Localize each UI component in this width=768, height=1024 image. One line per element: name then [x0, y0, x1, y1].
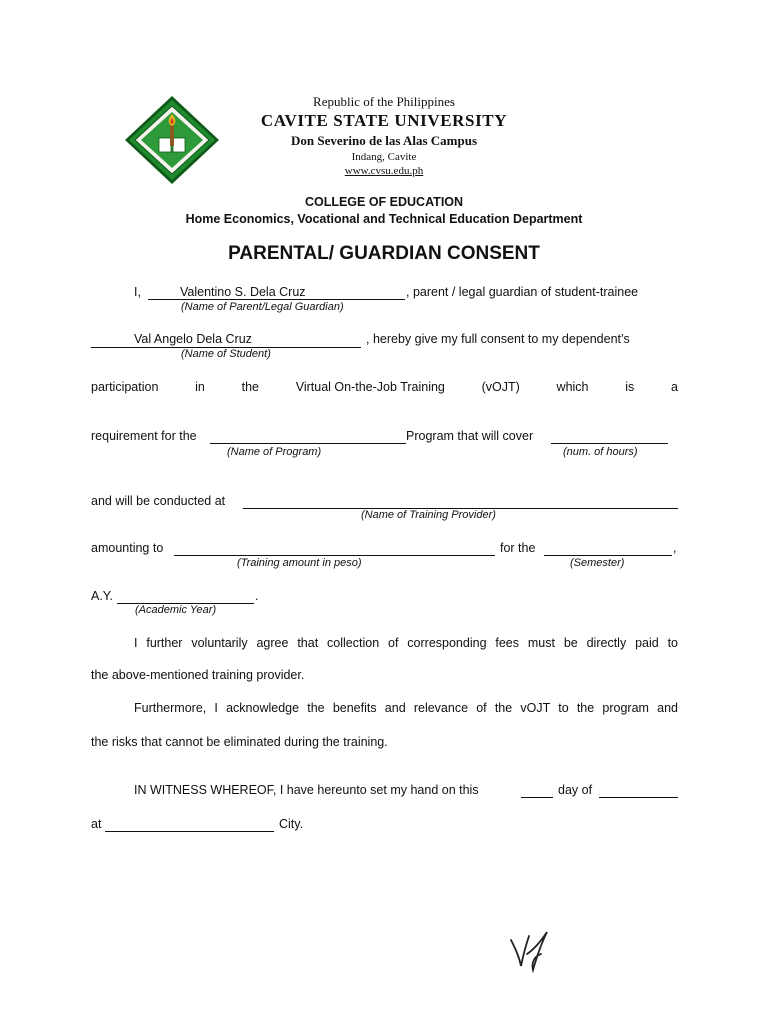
university-name: CAVITE STATE UNIVERSITY: [260, 111, 508, 130]
paragraph-2-line-1: [134, 701, 678, 715]
hours-field[interactable]: [551, 443, 668, 444]
word: the: [241, 380, 259, 394]
semester-field[interactable]: [544, 555, 672, 556]
line1-prefix: I,: [134, 285, 141, 299]
participation-line: [91, 380, 678, 394]
word: is: [625, 380, 635, 394]
word: Virtual On-the-Job Training: [295, 380, 445, 394]
program-caption: (Name of Program): [227, 446, 322, 458]
republic-heading: Republic of the Philippines: [313, 94, 455, 109]
witness-month-field[interactable]: [599, 797, 678, 798]
amount-caption: (Training amount in peso): [237, 557, 362, 569]
line6-end: ,: [673, 541, 677, 555]
provider-caption: (Name of Training Provider): [361, 509, 496, 521]
paragraph-1-line-1: [134, 636, 678, 650]
line7-prefix: A.Y.: [91, 589, 114, 603]
city-field[interactable]: [105, 831, 274, 832]
paragraph-2-line-2: the risks that cannot be eliminated during the training.: [91, 735, 388, 749]
training-amount-field[interactable]: [174, 555, 495, 556]
line5-prefix: and will be conducted at: [91, 494, 226, 508]
parent-name-underline: [148, 299, 405, 300]
witness-mid: day of: [558, 783, 593, 797]
document-title: PARENTAL/ GUARDIAN CONSENT: [228, 243, 540, 264]
paragraph-text: I further voluntarily agree that collection of corresponding fees must be directly paid to: [134, 636, 678, 650]
academic-year-caption: (Academic Year): [135, 604, 217, 616]
parent-name-field[interactable]: Valentino S. Dela Cruz: [180, 285, 306, 299]
word: participation: [91, 380, 159, 394]
paragraph-1-line-2: the above-mentioned training provider.: [91, 668, 305, 682]
word: (vOJT): [481, 380, 520, 394]
parent-caption: (Name of Parent/Legal Guardian): [181, 301, 344, 313]
word: a: [671, 380, 678, 394]
line6-mid: for the: [500, 541, 536, 555]
college-name: COLLEGE OF EDUCATION: [304, 195, 464, 209]
hours-caption: (num. of hours): [563, 446, 638, 458]
program-field[interactable]: [210, 443, 406, 444]
line2-suffix: , hereby give my full consent to my dependent’s: [366, 332, 630, 346]
line6-prefix: amounting to: [91, 541, 164, 555]
paragraph-text: Furthermore, I acknowledge the benefits and relevance of the vOJT to the program and: [134, 701, 678, 715]
student-name-field[interactable]: Val Angelo Dela Cruz: [134, 332, 252, 346]
word: which: [556, 380, 589, 394]
line4-mid: Program that will cover: [406, 429, 534, 443]
witness-day-field[interactable]: [521, 797, 553, 798]
line4-prefix: requirement for the: [91, 429, 197, 443]
campus-town: Indang, Cavite: [351, 151, 417, 163]
signature-mark: [507, 926, 555, 974]
witness-prefix: IN WITNESS WHEREOF, I have hereunto set my hand on this: [134, 783, 479, 797]
word: in: [195, 380, 205, 394]
student-caption: (Name of Student): [181, 348, 271, 360]
department-name: Home Economics, Vocational and Technical Education Department: [185, 212, 583, 226]
at-prefix: at: [91, 817, 102, 831]
line7-end: .: [255, 589, 259, 603]
university-website-link[interactable]: www.cvsu.edu.ph: [344, 165, 424, 177]
at-suffix: City.: [279, 817, 304, 831]
semester-caption: (Semester): [570, 557, 625, 569]
campus-name: Don Severino de las Alas Campus: [291, 133, 477, 148]
line1-suffix: , parent / legal guardian of student-trainee: [406, 285, 639, 299]
